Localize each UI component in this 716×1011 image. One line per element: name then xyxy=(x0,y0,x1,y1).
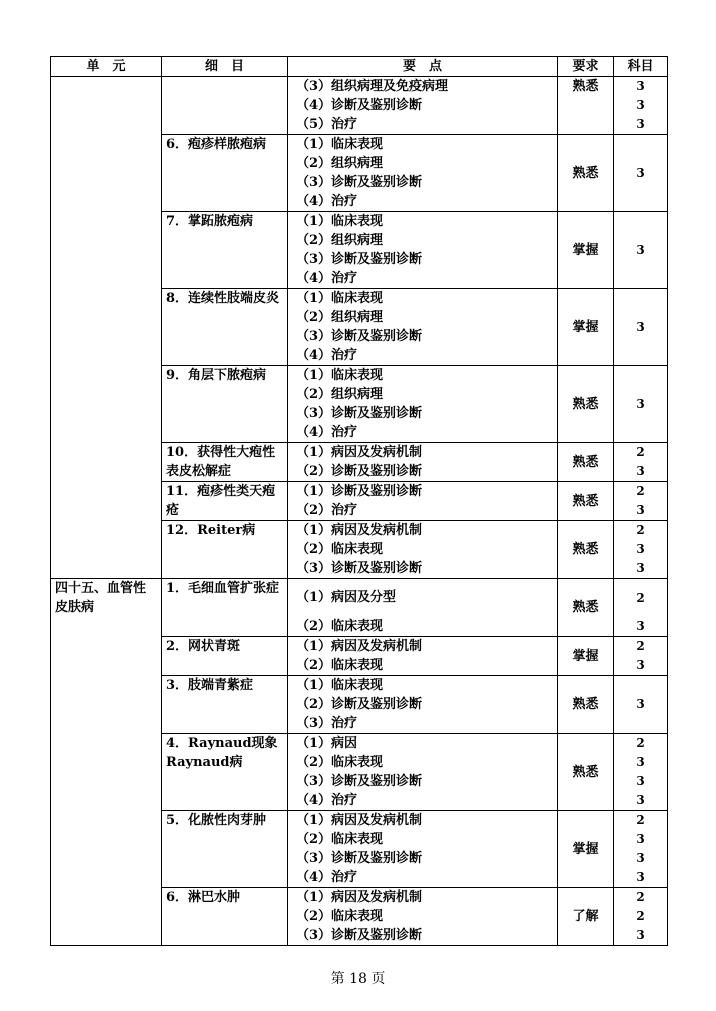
subject: 3 xyxy=(636,117,645,131)
point: （4）治疗 xyxy=(296,194,358,209)
req-cell: 熟悉 xyxy=(558,482,614,521)
unit-cell-45: 四十五、血管性皮肤病 xyxy=(51,579,162,946)
subject: 2 xyxy=(636,909,645,923)
point: （3）诊断及鉴别诊断 xyxy=(296,406,423,421)
point: （1）临床表现 xyxy=(296,137,384,152)
req-cell: 熟悉 xyxy=(558,135,614,212)
syllabus-table xyxy=(50,56,668,946)
points-cell xyxy=(288,77,558,135)
subject-cell xyxy=(614,482,668,521)
subject-cell xyxy=(614,637,668,676)
subject: 3 xyxy=(636,561,645,575)
point: （2）诊断及鉴别诊断 xyxy=(296,697,423,712)
item-cell: 5．化脓性肉芽肿 xyxy=(162,811,288,888)
point: （3）诊断及鉴别诊断 xyxy=(296,175,423,190)
point: （4）治疗 xyxy=(296,793,358,808)
req-cell: 熟悉 xyxy=(558,676,614,734)
point: （2）组织病理 xyxy=(296,156,384,171)
point: （1）临床表现 xyxy=(296,214,384,229)
item-cell: 8．连续性肢端皮炎 xyxy=(162,289,288,366)
points-cell xyxy=(288,212,558,289)
subject: 3 xyxy=(636,165,645,180)
subject: 2 xyxy=(636,591,645,605)
item-cell xyxy=(162,77,288,135)
point: （1）诊断及鉴别诊断 xyxy=(296,484,423,499)
header-req: 要求 xyxy=(558,57,614,77)
point: （1）临床表现 xyxy=(296,291,384,306)
point: （1）病因及发病机制 xyxy=(296,639,423,654)
item-cell: 3．肢端青紫症 xyxy=(162,676,288,734)
point: （3）诊断及鉴别诊断 xyxy=(296,851,423,866)
point: （2）临床表现 xyxy=(296,658,384,673)
point: （1）临床表现 xyxy=(296,368,384,383)
table-row xyxy=(51,77,668,135)
req-cell: 了解 xyxy=(558,888,614,946)
point: （2）临床表现 xyxy=(296,755,384,770)
header-subject: 科目 xyxy=(614,57,668,77)
req-cell: 掌握 xyxy=(558,811,614,888)
item-cell: 12．Reiter病 xyxy=(162,521,288,579)
subject-cell xyxy=(614,366,668,443)
subject-cell xyxy=(614,521,668,579)
subject: 3 xyxy=(636,79,645,93)
point: （1）病因及发病机制 xyxy=(296,813,423,828)
subject: 2 xyxy=(636,445,645,459)
point: （3）诊断及鉴别诊断 xyxy=(296,774,423,789)
points-cell xyxy=(288,443,558,482)
req-cell: 熟悉 xyxy=(558,734,614,811)
item-cell: 6．淋巴水肿 xyxy=(162,888,288,946)
point: （3）诊断及鉴别诊断 xyxy=(296,329,423,344)
item-cell: 10．获得性大疱性表皮松解症 xyxy=(162,443,288,482)
points-cell xyxy=(288,289,558,366)
point: （3）组织病理及免疫病理 xyxy=(296,79,449,94)
subject: 3 xyxy=(636,542,645,556)
subject: 3 xyxy=(636,658,645,672)
unit-cell-prev xyxy=(51,77,162,579)
points-cell xyxy=(288,521,558,579)
item-cell: 4．Raynaud现象 Raynaud病 xyxy=(162,734,288,811)
subject-cell xyxy=(614,289,668,366)
point: （4）治疗 xyxy=(296,870,358,885)
subject: 2 xyxy=(636,484,645,498)
item-cell: 11．疱疹性类天疱疮 xyxy=(162,482,288,521)
subject: 3 xyxy=(636,503,645,517)
table-row xyxy=(51,579,668,637)
point: （3）诊断及鉴别诊断 xyxy=(296,561,423,576)
point: （1）病因 xyxy=(296,736,358,751)
req-cell: 熟悉 xyxy=(558,366,614,443)
subject-cell xyxy=(614,811,668,888)
point: （4）治疗 xyxy=(296,425,358,440)
point: （3）治疗 xyxy=(296,716,358,731)
subject: 3 xyxy=(636,832,645,846)
point: （4）治疗 xyxy=(296,348,358,363)
subject: 2 xyxy=(636,523,645,537)
point: （4）治疗 xyxy=(296,271,358,286)
points-cell xyxy=(288,676,558,734)
page-number: 第 18 页 xyxy=(330,971,386,987)
subject: 3 xyxy=(636,774,645,788)
points-cell xyxy=(288,637,558,676)
subject: 3 xyxy=(636,396,645,411)
point: （1）临床表现 xyxy=(296,678,384,693)
subject: 3 xyxy=(636,464,645,478)
subject-cell xyxy=(614,888,668,946)
item-cell: 2．网状青斑 xyxy=(162,637,288,676)
points-cell xyxy=(288,579,558,637)
item-cell: 9．角层下脓疱病 xyxy=(162,366,288,443)
subject: 3 xyxy=(636,793,645,807)
subject: 2 xyxy=(636,890,645,904)
point: （2）组织病理 xyxy=(296,310,384,325)
subject: 3 xyxy=(636,697,645,711)
subject: 2 xyxy=(636,639,645,653)
header-unit: 单 元 xyxy=(51,57,162,77)
subject-cell xyxy=(614,443,668,482)
points-cell xyxy=(288,135,558,212)
subject: 3 xyxy=(636,870,645,884)
subject-cell xyxy=(614,135,668,212)
req-cell: 熟悉 xyxy=(558,521,614,579)
req-cell: 熟悉 xyxy=(558,77,614,135)
subject: 3 xyxy=(636,319,645,334)
point: （2）组织病理 xyxy=(296,233,384,248)
subject: 3 xyxy=(636,242,645,257)
point: （5）治疗 xyxy=(296,117,358,132)
points-cell xyxy=(288,734,558,811)
subject-cell xyxy=(614,579,668,637)
req-cell: 掌握 xyxy=(558,637,614,676)
point: （2）临床表现 xyxy=(296,542,384,557)
point: （2）临床表现 xyxy=(296,619,384,634)
item-cell: 1．毛细血管扩张症 xyxy=(162,579,288,637)
subject: 3 xyxy=(636,851,645,865)
header-points: 要 点 xyxy=(288,57,558,77)
subject: 3 xyxy=(636,928,645,942)
points-cell xyxy=(288,811,558,888)
subject: 3 xyxy=(636,755,645,769)
table-header-row xyxy=(51,57,668,77)
point: （4）诊断及鉴别诊断 xyxy=(296,98,423,113)
subject: 3 xyxy=(636,619,645,633)
subject-cell xyxy=(614,77,668,135)
point: （1）病因及发病机制 xyxy=(296,445,423,460)
point: （1）病因及分型 xyxy=(296,590,397,605)
req-cell: 熟悉 xyxy=(558,443,614,482)
subject: 2 xyxy=(636,813,645,827)
subject-cell xyxy=(614,212,668,289)
req-cell: 掌握 xyxy=(558,212,614,289)
point: （2）治疗 xyxy=(296,503,358,518)
point: （2）组织病理 xyxy=(296,387,384,402)
subject: 2 xyxy=(636,736,645,750)
subject-cell xyxy=(614,734,668,811)
subject-cell xyxy=(614,676,668,734)
point: （2）临床表现 xyxy=(296,909,384,924)
header-item: 细 目 xyxy=(162,57,288,77)
points-cell xyxy=(288,482,558,521)
req-cell: 熟悉 xyxy=(558,579,614,637)
item-cell: 7．掌跖脓疱病 xyxy=(162,212,288,289)
point: （2）临床表现 xyxy=(296,832,384,847)
point: （1）病因及发病机制 xyxy=(296,523,423,538)
point: （3）诊断及鉴别诊断 xyxy=(296,252,423,267)
point: （3）诊断及鉴别诊断 xyxy=(296,928,423,943)
points-cell xyxy=(288,888,558,946)
req-cell: 掌握 xyxy=(558,289,614,366)
point: （1）病因及发病机制 xyxy=(296,890,423,905)
item-cell: 6．疱疹样脓疱病 xyxy=(162,135,288,212)
subject: 3 xyxy=(636,98,645,112)
points-cell xyxy=(288,366,558,443)
point: （2）诊断及鉴别诊断 xyxy=(296,464,423,479)
